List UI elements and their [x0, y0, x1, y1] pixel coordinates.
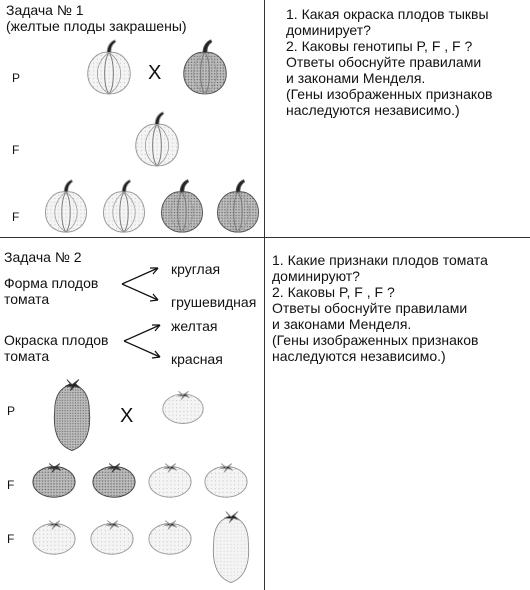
arrow-to-round [122, 268, 158, 284]
task1-question-line-7: наследуются независимо.) [286, 102, 460, 118]
task1-question-line-6: (Гены изображенных признаков [286, 86, 493, 102]
task1-row-label-f2: F [12, 210, 20, 224]
task2-color-option-yellow: желтая [171, 318, 218, 334]
tomato-f2-1 [33, 521, 75, 555]
task2-color-label-line1: Окраска плодов [4, 332, 109, 348]
task2-color-option-red: красная [171, 351, 223, 367]
tomato-f1-4 [205, 464, 247, 498]
pumpkin-f1 [136, 112, 179, 166]
tomato-f2-pear [213, 511, 248, 582]
task1-question-line-1: 1. Какая окраска плодов тыквы [286, 6, 489, 22]
tomato-parent-round-yellow [163, 391, 203, 423]
arrow-to-yellow [124, 325, 160, 341]
task1-question-line-3: 2. Каковы генотипы P, F , F ? [286, 38, 473, 54]
pumpkin-f2-4 [217, 180, 258, 232]
task2-row-label-p: P [7, 404, 16, 418]
task1-cross-symbol: X [148, 62, 162, 84]
task2-shape-label-line2: томата [4, 291, 50, 307]
task2-color-label-line2: томата [4, 348, 50, 364]
arrow-to-pear [122, 284, 158, 300]
task1-question-line-4: Ответы обоснуйте правилами [286, 54, 482, 70]
task2-title: Задача № 2 [4, 249, 82, 265]
task1-question-line-2: доминирует? [286, 22, 371, 38]
task1-row-label-p: P [12, 71, 21, 85]
task2-shape-option-round: круглая [171, 261, 221, 277]
task2-question-line-5: и законами Менделя. [272, 316, 412, 332]
task2-row-label-f1: F [7, 478, 15, 492]
arrow-to-red [124, 341, 160, 357]
tomato-f2-3 [149, 521, 191, 555]
tomato-f1-1 [33, 464, 75, 498]
pumpkin-f2-1 [45, 180, 86, 232]
task1-title: Задача № 1 [6, 2, 84, 18]
pumpkin-parent-yellow [184, 40, 227, 94]
task2-question-line-6: (Гены изображенных признаков [272, 332, 479, 348]
task1-subtitle: (желтые плоды закрашены) [6, 18, 187, 34]
task1-question-line-5: и законами Менделя. [286, 70, 426, 86]
task2-cross-symbol: X [120, 405, 134, 427]
tomato-parent-pear-red [54, 379, 89, 450]
task2-question-line-3: 2. Каковы P, F , F ? [272, 284, 395, 300]
task2-shape-label-line1: Форма плодов [4, 275, 99, 291]
tomato-f2-2 [91, 521, 133, 555]
pumpkin-f2-2 [103, 180, 144, 232]
task1-row-label-f1: F [12, 143, 20, 157]
task2-question-line-4: Ответы обоснуйте правилами [272, 300, 468, 316]
task2-question-line-7: наследуются независимо.) [272, 348, 446, 364]
pumpkin-f2-3 [161, 180, 202, 232]
task2-shape-option-pear: грушевидная [171, 294, 257, 310]
tomato-f1-2 [93, 464, 135, 498]
task2-question-line-1: 1. Какие признаки плодов томата [272, 252, 488, 268]
task2-row-label-f2: F [7, 532, 15, 546]
task2-question-line-2: доминируют? [272, 268, 360, 284]
pumpkin-parent-white [88, 40, 131, 94]
tomato-f1-3 [149, 464, 191, 498]
